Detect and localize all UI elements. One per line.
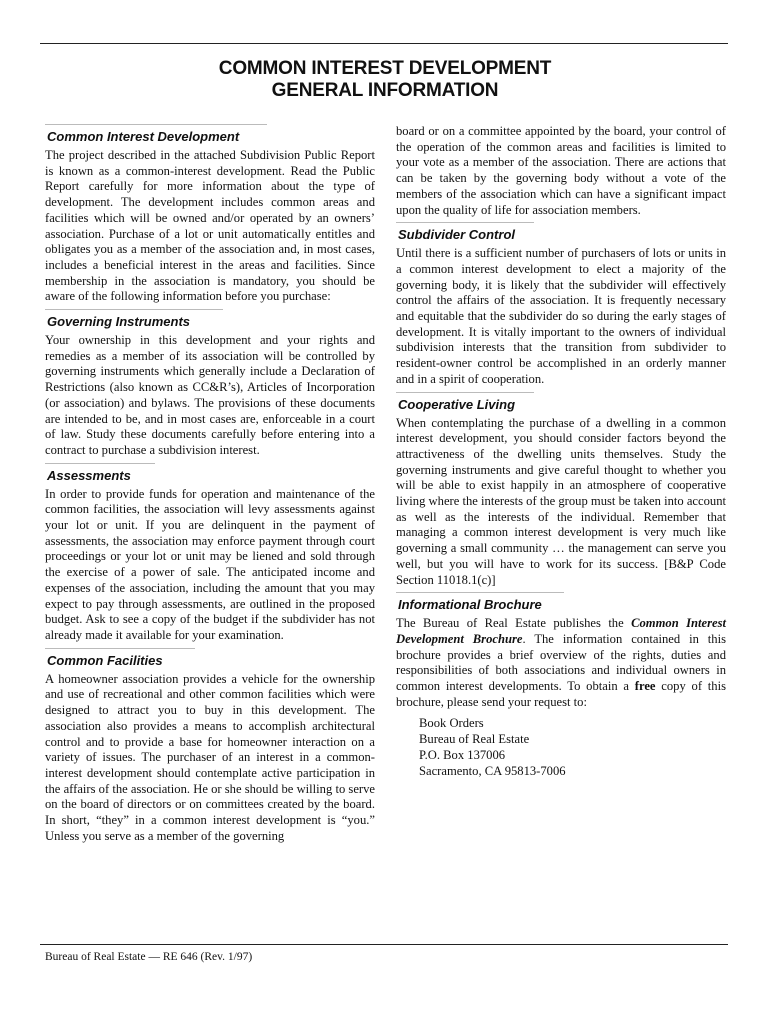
section-informational-brochure (396, 592, 726, 778)
section-governing-instruments (45, 309, 375, 459)
section-body: Your ownership in this development and your rights and remedies as a member of its association will be controlled by governing instruments which generally include a Declaration of Restrictions (also known as CC&R’s), Articles of Incorporation (or association) and bylaws. The provisions of these documents are intended to be, and in most cases are, enforceable in a court of law. Study these documents carefully before entering into a contract to purchase a subdivision interest. (45, 333, 375, 457)
section-heading: Informational Brochure (398, 597, 542, 613)
section-body: The project described in the attached Subdivision Public Report is known as a common-interest development. Read the Public Report carefully for more information about the type of development. The development includes common areas and facilities which will be owned and/or operated by an owners’ association. Purchase of a lot or unit automatically entitles and obligates you as a member of the association and, in most cases, includes a beneficial interest in the areas and facilities. Since membership in the association is mandatory, you should be aware of the following information before you purchase: (45, 148, 375, 304)
address-line: Bureau of Real Estate (419, 731, 530, 746)
address-line: Sacramento, CA 95813-7006 (419, 763, 566, 778)
section-heading: Subdivider Control (398, 227, 515, 243)
brochure-title: Common Interest Development Brochure (396, 616, 726, 646)
top-rule (40, 43, 728, 44)
section-body: A homeowner association provides a vehicle for the ownership and use of recreational and other common facilities which were designed to attract you to buy in this development. The association also provides a means to accomplish architectural control and to provide a base for homeowner interaction on a variety of issues. The purchaser of an interest in a common-interest development should contemplate active participation in the affairs of the association. He or she should be willing to serve on the board of directors or on committees created by the board. In short, “they” in a common interest development is “you.” Unless you serve as a member of the governing (45, 671, 375, 843)
title-line-2: GENERAL INFORMATION (271, 80, 499, 101)
brochure-text-3: copy of this brochure, please send your request to: (396, 679, 726, 709)
section-assessments (45, 463, 375, 644)
section-rule (45, 309, 223, 310)
section-rule (45, 648, 195, 649)
section-heading: Governing Instruments (47, 314, 191, 330)
section-heading: Assessments (47, 467, 131, 483)
section-body (396, 616, 726, 710)
section-rule (396, 592, 564, 593)
section-rule (396, 392, 534, 393)
footer-text: Bureau of Real Estate — RE 646 (Rev. 1/97) (45, 951, 253, 963)
section-body: In order to provide funds for operation and maintenance of the common facilities, the association will levy assessments against your lot or unit. If you are delinquent in the payment of assessments, the association may enforce payment through court proceedings or your lot or unit may be liened and sold through the exercise of a power of sale. The anticipated income and expenses of the association, including the amount that you may expect to pay through assessments, are outlined in the proposed budget. Ask to see a copy of the budget if the subdivider has not already made it available for your examination. (45, 486, 375, 642)
section-rule (396, 222, 534, 223)
section-heading: Cooperative Living (398, 396, 516, 412)
address-line: P.O. Box 137006 (419, 747, 506, 762)
brochure-text-1: The Bureau of Real Estate publishes the (396, 616, 632, 631)
section-cooperative-living (396, 392, 726, 589)
left-column (45, 124, 375, 848)
section-common-interest-development (45, 124, 375, 305)
section-body: When contemplating the purchase of a dwelling in a common interest development, you should consider factors beyond the attractiveness of the dwelling units themselves. Study the governing instruments and give careful thought to whether you will be able to exist happily in an atmosphere of cooperative living where the interests of the group must be taken into account as well as the interests of the individual. Remember that managing a common interest development is very much like governing a small community … the management can serve you well, but you will have to work for its success. [B&P Code Section 11018.1(c)] (396, 415, 726, 587)
footer-rule (40, 944, 728, 945)
page-title (0, 58, 770, 102)
section-common-facilities (45, 648, 375, 845)
section-body: Until there is a sufficient number of purchasers of lots or units in a common interest development to elect a majority of the governing body, it is likely that the subdivider will effectively control the affairs of the association. It is frequently necessary and equitable that the subdivider do so during the early stages of development. It is vitally important to the owners of individual subdivision interests that the transition from subdivider to resident-owner control be accomplished in an orderly manner and in a spirit of cooperation. (396, 246, 726, 386)
brochure-text-2: . The information contained in this brochure provides a brief overview of the rights, duties and responsibilities of both associations and individual owners in common interest developments. To obtain a (396, 631, 726, 694)
free-label: free (634, 679, 656, 694)
mailing-address (419, 715, 726, 779)
section-rule (45, 124, 267, 125)
continuation-body: board or on a committee appointed by the board, your control of the operation of the common areas and facilities is limited to your vote as a member of the association. There are actions that can be taken by the governing body without a vote of the members of the association which can have a significant impact upon the quality of life for association members. (396, 124, 726, 217)
section-heading: Common Interest Development (47, 129, 240, 144)
section-heading: Common Facilities (47, 652, 163, 668)
address-line: Book Orders (419, 715, 484, 730)
right-column (396, 124, 726, 779)
title-line-1: COMMON INTEREST DEVELOPMENT (218, 58, 552, 79)
section-rule (45, 463, 155, 464)
section-subdivider-control (396, 222, 726, 387)
